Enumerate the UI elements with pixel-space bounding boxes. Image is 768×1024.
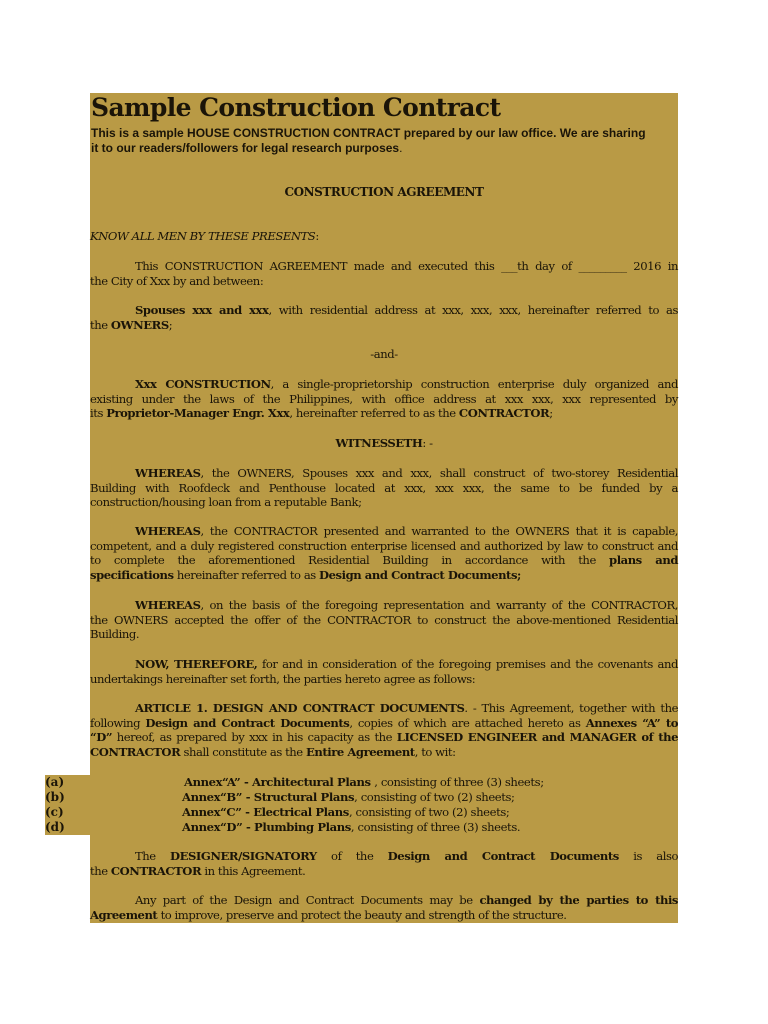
design-documents-term-2: Design and Contract Documents bbox=[387, 849, 619, 863]
annex-label-c: (c) bbox=[45, 805, 64, 819]
annex-c-name: Annex“C” - Electrical Plans bbox=[182, 805, 349, 819]
contractor-term: CONTRACTOR bbox=[458, 406, 550, 421]
entire-agreement-ref: Entire Agreement bbox=[305, 744, 415, 759]
design-documents-term: Design and Contract Documents; bbox=[319, 567, 521, 582]
any-line-1 bbox=[90, 893, 678, 908]
whereas-1 bbox=[90, 466, 678, 510]
contractor-name: Xxx CONSTRUCTION bbox=[135, 377, 271, 391]
and-separator: -and- bbox=[370, 347, 398, 361]
des-pre-2: the bbox=[90, 863, 111, 878]
w1-rest: , the OWNERS, Spouses xxx and xxx, shall construct of two-storey Residential bbox=[200, 466, 678, 480]
w2-line-4 bbox=[90, 568, 678, 583]
p2-line-1 bbox=[90, 303, 678, 318]
witnesseth-heading bbox=[90, 436, 678, 451]
annex-d-rest: , consisting of three (3) sheets. bbox=[350, 820, 521, 834]
licensed-engineer-ref: LICENSED ENGINEER and MANAGER of the bbox=[396, 730, 679, 745]
whereas-3 bbox=[90, 598, 678, 642]
art-line-1 bbox=[90, 701, 678, 716]
annex-item bbox=[182, 790, 515, 804]
any-rest: to improve, preserve and protect the beauty and strength of the structure. bbox=[157, 907, 567, 922]
know-all-text: KNOW ALL MEN BY THESE PRESENTS bbox=[90, 229, 316, 243]
art-end: , to wit: bbox=[414, 744, 456, 759]
any-pre: Any part of the Design and Contract Documents may be bbox=[135, 893, 480, 907]
des-of: of the bbox=[316, 849, 388, 863]
changed-by-parties: changed by the parties to this bbox=[479, 893, 678, 907]
now-line-1 bbox=[90, 657, 678, 672]
w3-line-3: Building. bbox=[90, 627, 140, 642]
know-all-colon: : bbox=[315, 229, 319, 243]
now-therefore-label: NOW, THEREFORE, bbox=[135, 657, 258, 671]
des-pre: The bbox=[135, 849, 171, 863]
agreement-term: Agreement bbox=[90, 907, 158, 922]
intro-period: . bbox=[399, 141, 403, 155]
document-title: Sample Construction Contract bbox=[91, 93, 501, 122]
whereas-2 bbox=[90, 524, 678, 582]
w2-line-3 bbox=[90, 553, 678, 568]
art-mid-2: hereof, as prepared by xxx in his capacity as the bbox=[112, 730, 397, 745]
now-therefore bbox=[90, 657, 678, 686]
plans-term: plans and bbox=[609, 553, 678, 568]
any-line-2 bbox=[90, 908, 678, 923]
annex-d-name: Annex“D” - Plumbing Plans bbox=[182, 820, 351, 834]
p3-mid: , hereinafter referred to as the bbox=[289, 406, 459, 421]
des-rest: is also bbox=[618, 849, 679, 863]
intro-line-1: This is a sample HOUSE CONSTRUCTION CONTRACT prepared by our law office. We are sharing bbox=[91, 126, 646, 140]
art-mid: , copies of which are attached hereto as bbox=[349, 715, 586, 730]
p2-pre: the bbox=[90, 317, 111, 332]
des-line-1 bbox=[90, 849, 678, 864]
p3-line-2: existing under the laws of the Philippines, with office address at xxx xxx, xxx represented by bbox=[90, 391, 678, 406]
art-line-3 bbox=[90, 730, 678, 745]
article-1 bbox=[90, 701, 678, 759]
contractor-ref: CONTRACTOR bbox=[90, 744, 181, 759]
w2-mid: hereinafter referred to as bbox=[173, 567, 320, 582]
p2-end: ; bbox=[168, 317, 173, 332]
intro-line-2 bbox=[91, 141, 402, 155]
specifications-term: specifications bbox=[90, 567, 174, 582]
annex-b-rest: , consisting of two (2) sheets; bbox=[354, 790, 515, 804]
annex-item bbox=[182, 805, 509, 819]
p1-line-2: the City of Xxx by and between: bbox=[90, 273, 264, 288]
annex-item bbox=[182, 820, 520, 834]
contractor-term-2: CONTRACTOR bbox=[110, 863, 202, 878]
now-line-2: undertakings hereinafter set forth, the parties hereto agree as follows: bbox=[90, 671, 476, 686]
whereas-3-label: WHEREAS bbox=[135, 598, 201, 612]
p3-line-1 bbox=[90, 377, 678, 392]
p3-end: ; bbox=[549, 406, 553, 421]
w3-line-1 bbox=[90, 598, 678, 613]
p2-line-2 bbox=[90, 318, 678, 333]
intro-text: it to our readers/followers for legal research purposes bbox=[91, 141, 400, 155]
agreement-heading: CONSTRUCTION AGREEMENT bbox=[284, 185, 484, 199]
art-mid-3: shall constitute as the bbox=[180, 744, 306, 759]
w3-rest: , on the basis of the foregoing representation and warranty of the CONTRACTOR, bbox=[200, 598, 678, 612]
now-rest: for and in consideration of the foregoing premises and the covenants and bbox=[257, 657, 678, 671]
annex-label-d: (d) bbox=[45, 820, 65, 834]
design-documents-ref: Design and Contract Documents bbox=[145, 715, 350, 730]
whereas-2-label: WHEREAS bbox=[135, 524, 201, 538]
p3-pre: its bbox=[90, 406, 107, 421]
annex-d-ref: “D” bbox=[90, 730, 113, 745]
art-line-2 bbox=[90, 716, 678, 731]
w2-line-1 bbox=[90, 524, 678, 539]
w2-line-2: competent, and a duly registered construction enterprise licensed and authorized by law to construct and bbox=[90, 538, 678, 553]
art-rest: . - This Agreement, together with the bbox=[464, 701, 679, 715]
annex-a-name: Annex“A” - Architectural Plans bbox=[184, 775, 375, 789]
w1-line-2: Building with Roofdeck and Penthouse located at xxx, xxx xxx, the same to be funded by a bbox=[90, 480, 678, 495]
annex-label-a: (a) bbox=[45, 775, 65, 789]
art-line-4 bbox=[90, 745, 678, 760]
article-1-heading: ARTICLE 1. DESIGN AND CONTRACT DOCUMENTS bbox=[135, 701, 465, 715]
owners-term: OWNERS bbox=[110, 317, 169, 332]
p3-line-3 bbox=[90, 406, 678, 421]
witnesseth-text: WITNESSETH bbox=[335, 436, 423, 450]
paragraph-owners bbox=[90, 303, 678, 332]
whereas-1-label: WHEREAS bbox=[135, 466, 201, 480]
w2-rest: , the CONTRACTOR presented and warranted to the OWNERS that it is capable, bbox=[200, 524, 678, 538]
designer-term: DESIGNER/SIGNATORY bbox=[170, 849, 317, 863]
know-all-men bbox=[90, 229, 678, 244]
annexes-ref: Annexes “A” to bbox=[585, 715, 679, 730]
p2-rest: , with residential address at xxx, xxx, xxx, hereinafter referred to as bbox=[268, 303, 678, 317]
paragraph-contractor bbox=[90, 377, 678, 421]
annex-item bbox=[184, 775, 544, 789]
w3-line-2: the OWNERS accepted the offer of the CONTRACTOR to construct the above-mentioned Residential bbox=[90, 612, 678, 627]
annex-a-rest: , consisting of three (3) sheets; bbox=[374, 775, 544, 789]
w1-line-3: construction/housing loan from a reputable Bank; bbox=[90, 495, 362, 510]
owners-names: Spouses xxx and xxx bbox=[135, 303, 269, 317]
witnesseth-end: : - bbox=[422, 436, 433, 450]
designer-signatory bbox=[90, 849, 678, 878]
w1-line-1 bbox=[90, 466, 678, 481]
document-page bbox=[90, 93, 678, 923]
des-line-2 bbox=[90, 864, 678, 879]
annex-b-name: Annex“B” - Structural Plans bbox=[182, 790, 355, 804]
w2-pre: to complete the aforementioned Residential Building in accordance with the bbox=[90, 553, 610, 568]
annex-label-b: (b) bbox=[45, 790, 65, 804]
des-rest-2: in this Agreement. bbox=[201, 863, 306, 878]
art-pre: following bbox=[90, 715, 146, 730]
annex-c-rest: , consisting of two (2) sheets; bbox=[348, 805, 510, 819]
p3-rest: , a single-proprietorship construction enterprise duly organized and bbox=[270, 377, 678, 391]
proprietor-manager: Proprietor-Manager Engr. Xxx bbox=[106, 406, 290, 421]
p1-line-1: This CONSTRUCTION AGREEMENT made and executed this ___th day of _________ 2016 in bbox=[135, 259, 678, 273]
any-part-paragraph bbox=[90, 893, 678, 922]
paragraph-intro bbox=[90, 259, 678, 288]
